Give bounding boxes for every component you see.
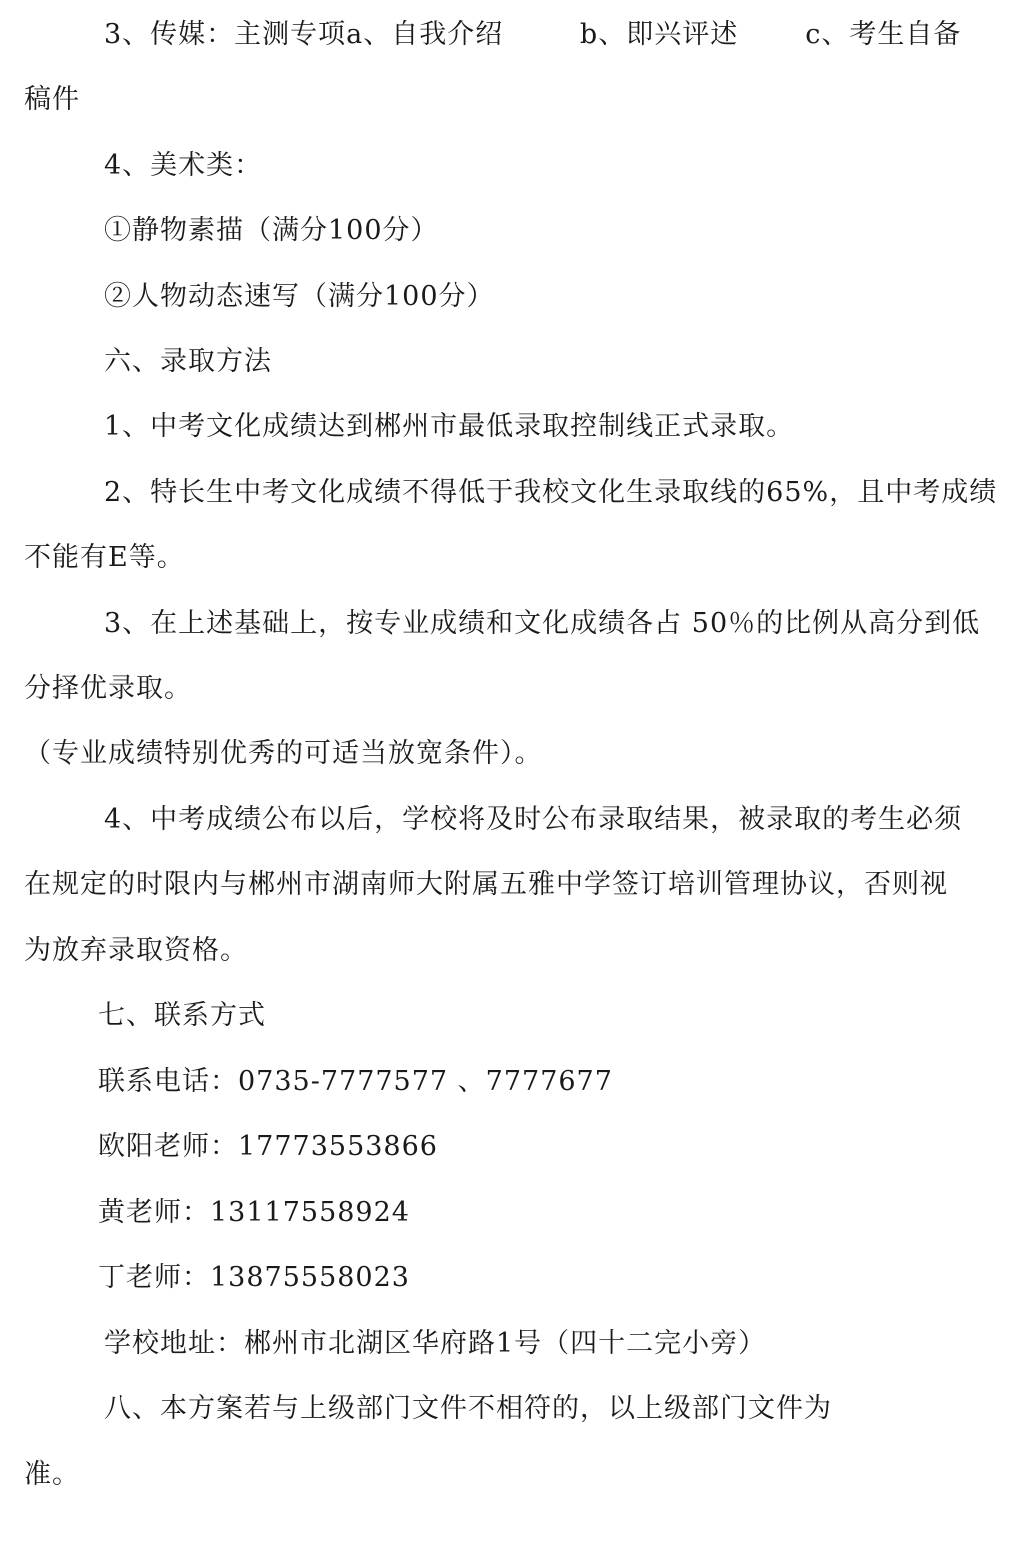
- admission-rule-4-continued-2: 为放弃录取资格。: [24, 935, 248, 966]
- school-address: 学校地址：郴州市北湖区华府路1号（四十二完小旁）: [104, 1328, 767, 1359]
- section-8-clause-continued: 准。: [24, 1459, 80, 1490]
- contact-teacher-ouyang: 欧阳老师：17773553866: [98, 1131, 438, 1162]
- art-item-still-life: ①静物素描（满分100分）: [104, 215, 439, 246]
- admission-rule-2-continued: 不能有E等。: [24, 542, 185, 573]
- contact-teacher-huang: 黄老师：13117558924: [98, 1197, 410, 1228]
- art-category-heading: 4、美术类：: [104, 150, 263, 181]
- media-exam-line: 3、传媒：主测专项a、自我介绍 b、即兴评述 c、考生自备: [104, 19, 962, 50]
- admission-rule-3: 3、在上述基础上，按专业成绩和文化成绩各占 50％的比例从高分到低: [104, 608, 981, 639]
- contact-phone: 联系电话：0735-7777577 、7777677: [98, 1066, 613, 1097]
- section-8-clause: 八、本方案若与上级部门文件不相符的，以上级部门文件为: [104, 1393, 832, 1424]
- admission-rule-4-continued-1: 在规定的时限内与郴州市湖南师大附属五雅中学签订培训管理协议，否则视: [24, 869, 948, 900]
- admission-rule-1: 1、中考文化成绩达到郴州市最低录取控制线正式录取。: [104, 411, 795, 442]
- media-exam-line-continued: 稿件: [24, 84, 80, 115]
- admission-rule-2: 2、特长生中考文化成绩不得低于我校文化生录取线的65%，且中考成绩: [104, 477, 998, 508]
- admission-rule-3-note: （专业成绩特别优秀的可适当放宽条件）。: [24, 738, 543, 769]
- admission-rule-4: 4、中考成绩公布以后，学校将及时公布录取结果，被录取的考生必须: [104, 804, 963, 835]
- art-item-figure-sketch: ②人物动态速写（满分100分）: [104, 281, 495, 312]
- contact-teacher-ding: 丁老师：13875558023: [98, 1262, 410, 1293]
- section-heading-contact: 七、联系方式: [98, 1000, 266, 1031]
- admission-rule-3-continued: 分择优录取。: [24, 673, 192, 704]
- section-heading-admission-method: 六、录取方法: [104, 346, 272, 377]
